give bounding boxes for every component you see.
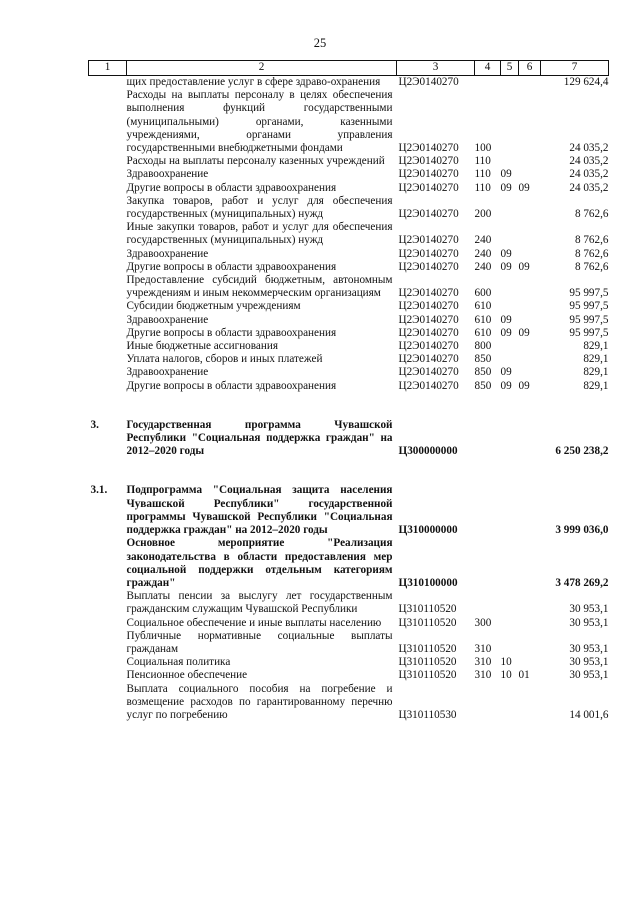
row-number — [89, 340, 127, 353]
section: 09 — [500, 181, 512, 194]
item-name: Предоставление субсидий бюджетным, автономным учреждениям и иным некоммерческим организациям — [126, 274, 393, 300]
section: 09 — [500, 168, 512, 181]
item-name: Здравоохранение — [126, 247, 209, 260]
section — [501, 353, 519, 366]
table-row — [89, 617, 609, 630]
subsection: 09 — [518, 379, 530, 392]
expense-type — [475, 76, 501, 90]
expense-type: 100 — [474, 142, 492, 155]
spacer-row — [89, 471, 609, 484]
subsection — [519, 314, 541, 327]
item-name: Выплата социального пособия на погребение и возмещение расходов по гарантированному перечню услуг по погребению — [126, 682, 393, 721]
column-header: 7 — [541, 61, 609, 76]
table-row — [89, 89, 609, 155]
section — [501, 274, 519, 300]
subsection — [519, 76, 541, 90]
target-code: Ц310110520 — [398, 642, 457, 655]
table-row — [89, 221, 609, 247]
amount: 8 762,6 — [574, 260, 609, 273]
section: 09 — [500, 326, 512, 339]
row-number — [89, 590, 127, 616]
expense-type: 850 — [474, 353, 492, 366]
table-row — [89, 484, 609, 537]
target-code: Ц300000000 — [398, 445, 458, 458]
amount: 129 624,4 — [563, 76, 609, 88]
subsection — [519, 353, 541, 366]
expense-type: 600 — [474, 287, 492, 300]
item-name: Основное мероприятие "Реализация законодательства в области предоставления мер социальной поддержки отдельным категориям граждан" — [126, 537, 393, 589]
section: 09 — [500, 260, 512, 273]
row-number — [89, 168, 127, 181]
target-code: Ц2Э0140270 — [398, 247, 459, 260]
expense-type — [475, 484, 501, 537]
item-name: Другие вопросы в области здравоохранения — [126, 260, 337, 273]
row-number — [89, 669, 127, 682]
row-number — [89, 261, 127, 274]
subsection — [519, 340, 541, 353]
column-header: 5 — [501, 61, 519, 76]
table-row — [89, 314, 609, 327]
amount: 95 997,5 — [569, 313, 609, 326]
item-name: щих предоставление услуг в сфере здраво-охранения — [126, 76, 381, 88]
row-number — [89, 314, 127, 327]
budget-table — [88, 60, 609, 722]
table-row — [89, 195, 609, 221]
expense-type: 800 — [474, 340, 492, 353]
subsection — [519, 221, 541, 247]
section — [501, 76, 519, 90]
section — [501, 340, 519, 353]
expense-type: 850 — [474, 379, 492, 392]
item-name: Здравоохранение — [126, 366, 209, 379]
subsection — [519, 630, 541, 656]
subsection — [519, 248, 541, 261]
item-name: Пенсионное обеспечение — [126, 669, 248, 682]
target-code: Ц2Э0140270 — [398, 260, 459, 273]
target-code: Ц310100000 — [398, 576, 458, 589]
amount: 8 762,6 — [574, 234, 609, 247]
row-number — [89, 76, 127, 90]
item-name: Уплата налогов, сборов и иных платежей — [126, 353, 323, 366]
row-number — [89, 630, 127, 656]
target-code: Ц2Э0140270 — [398, 366, 459, 379]
section — [501, 195, 519, 221]
target-code: Ц2Э0140270 — [398, 300, 459, 313]
item-name: Государственная программа Чувашской Республики "Социальная поддержка граждан" на 2012–2020 годы — [126, 418, 393, 458]
subsection — [519, 300, 541, 313]
expense-type: 310 — [474, 642, 492, 655]
row-number — [89, 195, 127, 221]
target-code: Ц310110530 — [398, 708, 457, 721]
subsection — [519, 537, 541, 590]
amount: 95 997,5 — [569, 326, 609, 339]
item-name: Расходы на выплаты персоналу казенных учреждений — [126, 155, 385, 168]
amount: 829,1 — [583, 353, 609, 366]
expense-type: 310 — [474, 656, 492, 669]
section: 09 — [500, 379, 512, 392]
spacer-row — [89, 458, 609, 471]
subsection — [519, 590, 541, 616]
item-name: Социальная политика — [126, 656, 231, 669]
item-name: Иные закупки товаров, работ и услуг для обеспечения государственных (муниципальных) нужд — [126, 221, 393, 247]
row-number — [89, 683, 127, 723]
section — [501, 300, 519, 313]
row-number — [89, 327, 127, 340]
table-header-row — [89, 61, 609, 76]
expense-type: 240 — [474, 247, 492, 260]
table-row — [89, 630, 609, 656]
item-name: Подпрограмма "Социальная защита населения Чувашской Республики" государственной программы Чувашской Республики "Социальная поддержка граждан" на 2012–2020 годы — [126, 484, 393, 537]
table-row — [89, 261, 609, 274]
target-code: Ц2Э0140270 — [398, 313, 459, 326]
expense-type: 850 — [474, 366, 492, 379]
table-row — [89, 274, 609, 300]
subsection — [519, 155, 541, 168]
spacer-row — [89, 393, 609, 406]
row-number — [89, 366, 127, 379]
spacer-cell — [89, 393, 609, 406]
item-name: Другие вопросы в области здравоохранения — [126, 181, 337, 194]
section — [501, 683, 519, 723]
subsection — [519, 89, 541, 155]
table-row — [89, 353, 609, 366]
expense-type: 110 — [474, 168, 491, 181]
expense-type — [475, 683, 501, 723]
amount: 3 999 036,0 — [555, 524, 609, 537]
table-row — [89, 155, 609, 168]
expense-type: 240 — [474, 234, 492, 247]
subsection — [519, 656, 541, 669]
expense-type — [475, 590, 501, 616]
amount: 30 953,1 — [569, 616, 609, 629]
row-number — [89, 89, 127, 155]
item-name: Выплаты пенсии за выслугу лет государственным гражданским служащим Чувашской Республики — [126, 590, 393, 616]
spacer-cell — [89, 458, 609, 471]
subsection — [519, 366, 541, 379]
section — [501, 89, 519, 155]
amount: 30 953,1 — [569, 656, 609, 669]
target-code: Ц2Э0140270 — [398, 208, 459, 221]
expense-type: 610 — [474, 313, 492, 326]
row-number — [89, 537, 127, 590]
column-header: 3 — [397, 61, 475, 76]
item-name: Здравоохранение — [126, 168, 209, 181]
target-code: Ц2Э0140270 — [398, 287, 459, 300]
column-header: 2 — [127, 61, 397, 76]
table-row — [89, 340, 609, 353]
subsection — [519, 419, 541, 459]
expense-type: 610 — [474, 300, 492, 313]
row-number — [89, 656, 127, 669]
table-body — [89, 76, 609, 723]
table-row — [89, 168, 609, 181]
subsection: 09 — [518, 260, 530, 273]
subsection — [519, 617, 541, 630]
section — [501, 590, 519, 616]
subsection — [519, 274, 541, 300]
expense-type — [475, 419, 501, 459]
target-code: Ц2Э0140270 — [398, 340, 459, 353]
section — [501, 155, 519, 168]
table-row — [89, 656, 609, 669]
item-name: Здравоохранение — [126, 313, 209, 326]
expense-type: 300 — [474, 616, 492, 629]
amount: 24 035,2 — [569, 181, 609, 194]
subsection — [519, 168, 541, 181]
section: 09 — [500, 313, 512, 326]
item-name: Расходы на выплаты персоналу в целях обеспечения выполнения функций государственными (муниципальными) органами, казенными учреждениями, органами управления государственными внебюджетными фондами — [126, 89, 393, 155]
expense-type: 240 — [474, 260, 492, 273]
table-row — [89, 248, 609, 261]
amount: 24 035,2 — [569, 155, 609, 168]
target-code: Ц2Э0140270 — [398, 379, 459, 392]
table-row — [89, 669, 609, 682]
section — [501, 537, 519, 590]
subsection — [519, 195, 541, 221]
column-header: 6 — [519, 61, 541, 76]
subsection — [519, 484, 541, 537]
table-row — [89, 419, 609, 459]
spacer-cell — [89, 406, 609, 419]
amount: 829,1 — [583, 340, 609, 353]
subsection — [519, 683, 541, 723]
target-code: Ц2Э0140270 — [398, 142, 459, 155]
target-code: Ц310110520 — [398, 616, 457, 629]
expense-type: 610 — [474, 326, 492, 339]
amount: 24 035,2 — [569, 142, 609, 155]
column-header: 4 — [475, 61, 501, 76]
section — [501, 484, 519, 537]
row-number — [89, 380, 127, 393]
table-row — [89, 590, 609, 616]
row-number — [89, 248, 127, 261]
section: 10 — [500, 669, 512, 682]
expense-type: 310 — [474, 669, 492, 682]
target-code: Ц2Э0140270 — [398, 76, 459, 88]
section — [501, 617, 519, 630]
item-name: Публичные нормативные социальные выплаты гражданам — [126, 629, 393, 655]
spacer-row — [89, 406, 609, 419]
amount: 6 250 238,2 — [555, 445, 609, 458]
amount: 95 997,5 — [569, 300, 609, 313]
amount: 30 953,1 — [569, 669, 609, 682]
table-row — [89, 300, 609, 313]
amount: 14 001,6 — [569, 708, 609, 721]
expense-type — [475, 537, 501, 590]
amount: 8 762,6 — [574, 247, 609, 260]
section: 09 — [500, 366, 512, 379]
section — [501, 221, 519, 247]
item-name: Другие вопросы в области здравоохранения — [126, 379, 337, 392]
amount: 829,1 — [583, 366, 609, 379]
amount: 95 997,5 — [569, 287, 609, 300]
row-number — [89, 353, 127, 366]
table-row — [89, 683, 609, 723]
amount: 24 035,2 — [569, 168, 609, 181]
table-row — [89, 366, 609, 379]
table-row — [89, 327, 609, 340]
table-row — [89, 380, 609, 393]
subsection: 01 — [518, 669, 530, 682]
target-code: Ц2Э0140270 — [398, 155, 459, 168]
row-number — [89, 300, 127, 313]
amount: 30 953,1 — [569, 642, 609, 655]
target-code: Ц2Э0140270 — [398, 168, 459, 181]
target-code: Ц2Э0140270 — [398, 353, 459, 366]
subsection: 09 — [518, 181, 530, 194]
row-number — [89, 274, 127, 300]
target-code: Ц310110520 — [398, 603, 457, 616]
target-code: Ц310110520 — [398, 656, 457, 669]
target-code: Ц2Э0140270 — [398, 234, 459, 247]
row-number — [89, 617, 127, 630]
item-name: Социальное обеспечение и иные выплаты населению — [126, 616, 382, 629]
column-header: 1 — [89, 61, 127, 76]
section: 09 — [500, 247, 512, 260]
expense-type: 110 — [474, 181, 491, 194]
amount: 829,1 — [583, 379, 609, 392]
page-number: 25 — [313, 36, 327, 50]
amount: 8 762,6 — [574, 208, 609, 221]
spacer-cell — [89, 471, 609, 484]
item-name: Иные бюджетные ассигнования — [126, 340, 278, 353]
row-number — [89, 221, 127, 247]
item-name: Субсидии бюджетным учреждениям — [126, 300, 301, 313]
subsection: 09 — [518, 326, 530, 339]
amount: 30 953,1 — [569, 603, 609, 616]
target-code: Ц310000000 — [398, 524, 458, 537]
row-number: 3.1. — [90, 484, 108, 497]
target-code: Ц2Э0140270 — [398, 326, 459, 339]
target-code: Ц2Э0140270 — [398, 181, 459, 194]
table-row — [89, 76, 609, 90]
section — [501, 419, 519, 459]
row-number: 3. — [90, 418, 99, 431]
section: 10 — [500, 656, 512, 669]
item-name: Другие вопросы в области здравоохранения — [126, 326, 337, 339]
amount: 3 478 269,2 — [555, 576, 609, 589]
row-number — [89, 182, 127, 195]
table-row — [89, 537, 609, 590]
expense-type: 200 — [474, 208, 492, 221]
table-row — [89, 182, 609, 195]
row-number — [89, 155, 127, 168]
expense-type: 110 — [474, 155, 491, 168]
target-code: Ц310110520 — [398, 669, 457, 682]
section — [501, 630, 519, 656]
item-name: Закупка товаров, работ и услуг для обеспечения государственных (муниципальных) нужд — [126, 194, 393, 221]
